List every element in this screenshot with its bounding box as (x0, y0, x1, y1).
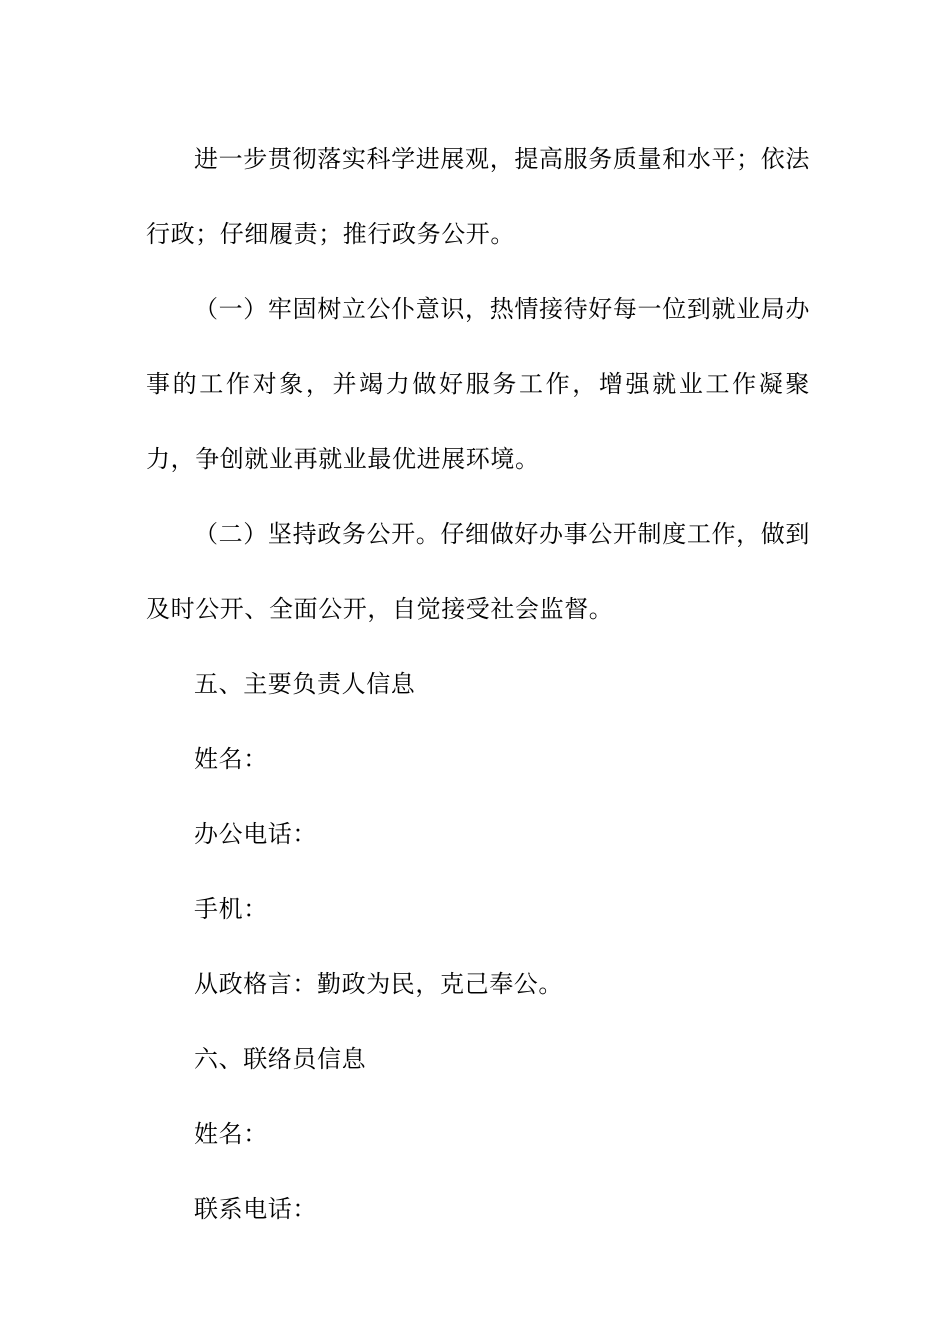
leader-name-label: 姓名： (194, 745, 268, 773)
liaison-name-label: 姓名： (194, 1120, 268, 1148)
leader-office-phone-label: 办公电话： (194, 820, 317, 848)
liaison-phone-label: 联系电话： (194, 1195, 317, 1223)
leader-motto: 从政格言：勤政为民，克己奉公。 (194, 970, 563, 998)
paragraph-item-one: （一）牢固树立公仆意识，热情接待好每一位到就业局办事的工作对象，并竭力做好服务工作，增强就业工作凝聚力，争创就业再就业最优进展环境。 (146, 295, 810, 473)
section-heading-six: 六、联络员信息 (194, 1045, 367, 1073)
paragraph-intro: 进一步贯彻落实科学进展观，提高服务质量和水平；依法行政；仔细履责；推行政务公开。 (146, 145, 810, 248)
paragraph-item-two: （二）坚持政务公开。仔细做好办事公开制度工作，做到及时公开、全面公开，自觉接受社会监督。 (146, 520, 810, 623)
document-body (146, 122, 810, 1247)
section-heading-five: 五、主要负责人信息 (194, 670, 416, 698)
leader-mobile-label: 手机： (194, 895, 268, 923)
